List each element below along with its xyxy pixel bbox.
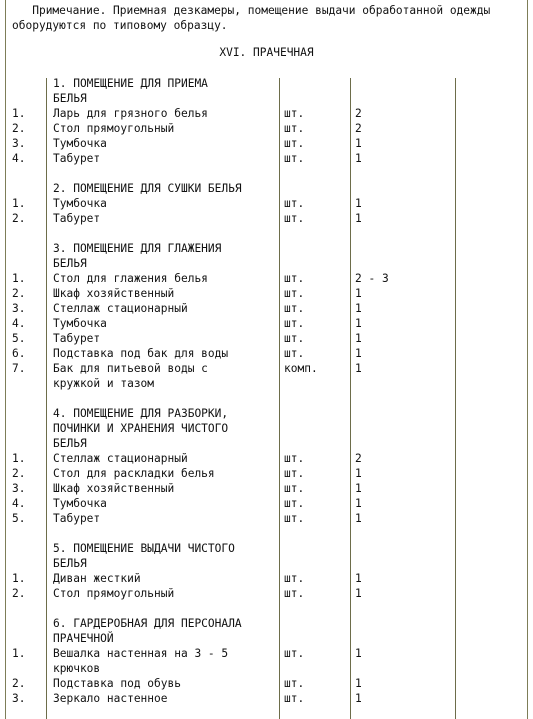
item-number: 5. — [12, 332, 26, 345]
item-name: Тумбочка — [53, 137, 107, 150]
table-row — [0, 316, 533, 331]
item-unit: шт. — [284, 452, 305, 465]
item-name: Тумбочка — [53, 197, 107, 210]
note-text: Примечание. Приемная дезкамеры, помещение выдачи обработанной одежды оборудуются по типовому образцу. — [12, 4, 497, 32]
item-number: 4. — [12, 152, 26, 165]
item-number: 4. — [12, 317, 26, 330]
item-name: кружкой и тазом — [53, 377, 155, 390]
group-heading-row — [0, 256, 533, 271]
table-row — [0, 286, 533, 301]
group-heading-row — [0, 76, 533, 91]
table-row — [0, 481, 533, 496]
group-heading: БЕЛЬЯ — [53, 437, 87, 450]
table-row — [0, 151, 533, 166]
item-number: 2. — [12, 467, 26, 480]
item-name: Бак для питьевой воды с — [53, 362, 208, 375]
item-unit: шт. — [284, 677, 305, 690]
item-unit: шт. — [284, 197, 305, 210]
item-quantity: 1 — [355, 332, 362, 345]
item-number: 3. — [12, 137, 26, 150]
group-heading-row — [0, 406, 533, 421]
table-row — [0, 331, 533, 346]
item-unit: шт. — [284, 122, 305, 135]
item-name: Подставка под бак для воды — [53, 347, 229, 360]
item-name: крючков — [53, 662, 101, 675]
table-row — [0, 301, 533, 316]
item-unit: шт. — [284, 287, 305, 300]
item-number: 2. — [12, 212, 26, 225]
table-row — [0, 361, 533, 376]
item-unit: шт. — [284, 332, 305, 345]
group-heading-row — [0, 541, 533, 556]
item-quantity: 2 — [355, 452, 362, 465]
item-quantity: 1 — [355, 197, 362, 210]
item-unit: шт. — [284, 317, 305, 330]
item-unit: шт. — [284, 482, 305, 495]
group-heading: 6. ГАРДЕРОБНАЯ ДЛЯ ПЕРСОНАЛА — [53, 617, 242, 630]
table-row — [0, 586, 533, 601]
group-heading: 2. ПОМЕЩЕНИЕ ДЛЯ СУШКИ БЕЛЬЯ — [53, 182, 242, 195]
group-spacer — [0, 166, 533, 181]
item-name: Вешалка настенная на 3 - 5 — [53, 647, 229, 660]
item-name: Диван жесткий — [53, 572, 141, 585]
item-unit: шт. — [284, 467, 305, 480]
item-number: 1. — [12, 452, 26, 465]
item-unit: шт. — [284, 647, 305, 660]
group-heading: ПРАЧЕЧНОЙ — [53, 632, 114, 645]
table-row — [0, 496, 533, 511]
item-quantity: 2 — [355, 122, 362, 135]
table-row — [0, 271, 533, 286]
item-quantity: 1 — [355, 512, 362, 525]
group-spacer — [0, 226, 533, 241]
item-name: Стол прямоугольный — [53, 587, 175, 600]
item-unit: шт. — [284, 497, 305, 510]
item-quantity: 2 — [355, 107, 362, 120]
item-quantity: 1 — [355, 692, 362, 705]
table-row — [0, 511, 533, 526]
item-quantity: 1 — [355, 482, 362, 495]
group-heading: БЕЛЬЯ — [53, 92, 87, 105]
section-title: XVI. ПРАЧЕЧНАЯ — [219, 46, 314, 59]
table-row — [0, 346, 533, 361]
group-heading: 5. ПОМЕЩЕНИЕ ВЫДАЧИ ЧИСТОГО — [53, 542, 235, 555]
item-name: Подставка под обувь — [53, 677, 181, 690]
item-number: 1. — [12, 647, 26, 660]
group-heading: 3. ПОМЕЩЕНИЕ ДЛЯ ГЛАЖЕНИЯ — [53, 242, 222, 255]
item-quantity: 1 — [355, 572, 362, 585]
table-row — [0, 466, 533, 481]
group-spacer — [0, 391, 533, 406]
item-number: 2. — [12, 677, 26, 690]
group-heading-row — [0, 421, 533, 436]
item-quantity: 2 - 3 — [355, 272, 389, 285]
item-quantity: 1 — [355, 347, 362, 360]
item-unit: комп. — [284, 362, 318, 375]
item-name: Шкаф хозяйственный — [53, 482, 175, 495]
table-row — [0, 136, 533, 151]
item-quantity: 1 — [355, 152, 362, 165]
item-name: Тумбочка — [53, 317, 107, 330]
item-number: 1. — [12, 107, 26, 120]
group-heading-row — [0, 616, 533, 631]
table-row — [0, 376, 533, 391]
item-name: Табурет — [53, 152, 101, 165]
item-number: 3. — [12, 482, 26, 495]
table-row — [0, 211, 533, 226]
item-number: 3. — [12, 692, 26, 705]
item-name: Ларь для грязного белья — [53, 107, 208, 120]
item-unit: шт. — [284, 302, 305, 315]
group-heading-row — [0, 556, 533, 571]
item-number: 3. — [12, 302, 26, 315]
group-heading-row — [0, 181, 533, 196]
item-quantity: 1 — [355, 287, 362, 300]
item-quantity: 1 — [355, 212, 362, 225]
table-row — [0, 646, 533, 661]
item-name: Стол для раскладки белья — [53, 467, 215, 480]
group-spacer — [0, 601, 533, 616]
group-spacer — [0, 526, 533, 541]
item-unit: шт. — [284, 347, 305, 360]
item-number: 4. — [12, 497, 26, 510]
item-unit: шт. — [284, 512, 305, 525]
table-row — [0, 661, 533, 676]
table-row — [0, 691, 533, 706]
group-heading-row — [0, 91, 533, 106]
item-quantity: 1 — [355, 137, 362, 150]
item-unit: шт. — [284, 107, 305, 120]
item-unit: шт. — [284, 137, 305, 150]
item-number: 1. — [12, 272, 26, 285]
group-heading: БЕЛЬЯ — [53, 257, 87, 270]
item-unit: шт. — [284, 212, 305, 225]
item-name: Стеллаж стационарный — [53, 302, 188, 315]
group-heading: ПОЧИНКИ И ХРАНЕНИЯ ЧИСТОГО — [53, 422, 229, 435]
item-quantity: 1 — [355, 467, 362, 480]
item-name: Стеллаж стационарный — [53, 452, 188, 465]
item-unit: шт. — [284, 152, 305, 165]
group-heading-row — [0, 436, 533, 451]
item-number: 2. — [12, 287, 26, 300]
item-name: Табурет — [53, 212, 101, 225]
table-row — [0, 106, 533, 121]
item-quantity: 1 — [355, 677, 362, 690]
item-unit: шт. — [284, 587, 305, 600]
item-name: Табурет — [53, 332, 101, 345]
table-row — [0, 676, 533, 691]
item-name: Табурет — [53, 512, 101, 525]
item-quantity: 1 — [355, 647, 362, 660]
item-quantity: 1 — [355, 587, 362, 600]
item-name: Тумбочка — [53, 497, 107, 510]
item-number: 7. — [12, 362, 26, 375]
item-unit: шт. — [284, 272, 305, 285]
table-row — [0, 571, 533, 586]
item-number: 1. — [12, 197, 26, 210]
item-number: 2. — [12, 122, 26, 135]
item-name: Шкаф хозяйственный — [53, 287, 175, 300]
item-number: 2. — [12, 587, 26, 600]
item-name: Зеркало настенное — [53, 692, 168, 705]
table-row — [0, 451, 533, 466]
item-number: 1. — [12, 572, 26, 585]
group-heading: БЕЛЬЯ — [53, 557, 87, 570]
table-row — [0, 121, 533, 136]
item-number: 6. — [12, 347, 26, 360]
item-name: Стол для глажения белья — [53, 272, 208, 285]
item-number: 5. — [12, 512, 26, 525]
item-unit: шт. — [284, 572, 305, 585]
group-heading: 4. ПОМЕЩЕНИЕ ДЛЯ РАЗБОРКИ, — [53, 407, 229, 420]
group-heading-row — [0, 631, 533, 646]
item-unit: шт. — [284, 692, 305, 705]
item-quantity: 1 — [355, 362, 362, 375]
equipment-table — [0, 76, 533, 706]
group-heading: 1. ПОМЕЩЕНИЕ ДЛЯ ПРИЕМА — [53, 77, 208, 90]
item-quantity: 1 — [355, 302, 362, 315]
item-quantity: 1 — [355, 497, 362, 510]
item-quantity: 1 — [355, 317, 362, 330]
group-heading-row — [0, 241, 533, 256]
table-row — [0, 196, 533, 211]
item-name: Стол прямоугольный — [53, 122, 175, 135]
